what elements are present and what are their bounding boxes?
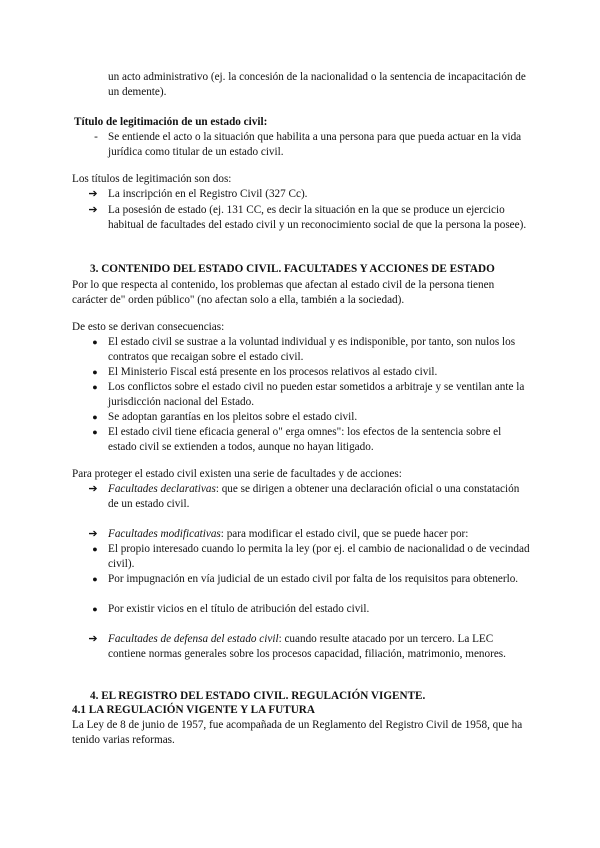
list-item-text: La inscripción en el Registro Civil (327 Cc). <box>108 188 308 200</box>
titulos-item <box>72 203 532 233</box>
consecuencias-intro: De esto se derivan consecuencias: <box>72 321 225 333</box>
arrow-icon: ➔ <box>88 188 98 200</box>
section-4-1-subheading: 4.1 LA REGULACIÓN VIGENTE Y LA FUTURA <box>72 704 315 716</box>
term-defensa: Facultades de defensa del estado civil <box>108 633 279 645</box>
modificativa-item <box>72 542 532 572</box>
defensa-text: : cuando resulte atacado por un tercero. La LEC contiene normas generales sobre los procesos capacidad, filiación, matrimonio, menores. <box>108 633 506 661</box>
facultades-modificativas-item <box>72 527 532 542</box>
intro-continuation: un acto administrativo (ej. la concesión de la nacionalidad o la sentencia de incapacitación de un demente). <box>108 71 526 99</box>
bullet-icon: ● <box>92 604 98 614</box>
facultades-declarativas-item <box>72 482 532 512</box>
bullet-icon: ● <box>92 574 98 584</box>
list-item-text <box>108 632 532 662</box>
consecuencia-item <box>72 380 532 410</box>
arrow-icon: ➔ <box>88 633 98 645</box>
arrow-icon: ➔ <box>88 483 98 495</box>
list-item-text: El propio interesado cuando lo permita la ley (por ej. el cambio de nacionalidad o de vecindad civil). <box>108 543 530 571</box>
list-item-text: El Ministerio Fiscal está presente en los procesos relativos al estado civil. <box>108 366 438 378</box>
term-declarativas: Facultades declarativas <box>108 483 216 495</box>
dash-marker: - <box>94 131 98 143</box>
bullet-icon: ● <box>92 382 98 392</box>
titulos-item <box>72 187 532 202</box>
list-item-text: El estado civil se sustrae a la voluntad individual y es indisponible, por tanto, son nulos los contratos que recaigan sobre el estado civil. <box>108 336 516 364</box>
section-3-paragraph: Por lo que respecta al contenido, los problemas que afectan al estado civil de la persona tienen carácter de" orden público" (no afectan solo a ella, también a la sociedad). <box>72 279 495 307</box>
term-modificativas: Facultades modificativas <box>108 528 221 540</box>
titulos-intro: Los títulos de legitimación son dos: <box>72 173 232 185</box>
list-item-text: La posesión de estado (ej. 131 CC, es decir la situación en la que se produce un ejercicio habitual de facultades del estado civil y un reconocimiento social de que la persona la posee). <box>108 204 527 232</box>
section-4-heading: 4. EL REGISTRO DEL ESTADO CIVIL. REGULACIÓN VIGENTE. <box>90 690 426 702</box>
modificativa-item <box>72 602 532 617</box>
modificativa-item <box>72 572 532 587</box>
consecuencia-item <box>72 410 532 425</box>
titulo-legitimacion-heading: Título de legitimación de un estado civil: <box>74 116 268 128</box>
list-item-text <box>108 527 532 542</box>
arrow-icon: ➔ <box>88 528 98 540</box>
list-item-text: El estado civil tiene eficacia general o" erga omnes": los efectos de la sentencia sobre el estado civil se extienden a todos, aunque no hayan litigado. <box>108 426 502 454</box>
section-3-heading: 3. CONTENIDO DEL ESTADO CIVIL. FACULTADES Y ACCIONES DE ESTADO <box>90 263 495 275</box>
bullet-icon: ● <box>92 427 98 437</box>
consecuencia-item <box>72 335 532 365</box>
bullet-icon: ● <box>92 412 98 422</box>
list-item-text: Por impugnación en vía judicial de un estado civil por falta de los requisitos para obtenerlo. <box>108 573 519 585</box>
list-item-text <box>108 482 532 512</box>
facultades-defensa-item <box>72 632 532 662</box>
bullet-icon: ● <box>92 367 98 377</box>
arrow-icon: ➔ <box>88 204 98 216</box>
titulo-legitimacion-item <box>72 130 532 160</box>
proteger-intro: Para proteger el estado civil existen una serie de facultades y de acciones: <box>72 468 402 480</box>
list-item-text: Los conflictos sobre el estado civil no pueden estar sometidos a arbitraje y se ventilan ante la jurisdicción nacional del Estado. <box>108 381 525 409</box>
consecuencia-item <box>72 365 532 380</box>
declarativas-text: : que se dirigen a obtener una declaración oficial o una constatación de un estado civil. <box>108 483 520 511</box>
bullet-icon: ● <box>92 337 98 347</box>
list-item-text: Se entiende el acto o la situación que habilita a una persona para que pueda actuar en la vida jurídica como titular de un estado civil. <box>108 131 522 159</box>
list-item-text: Por existir vicios en el título de atribución del estado civil. <box>108 603 370 615</box>
modificativas-text: : para modificar el estado civil, que se puede hacer por: <box>220 528 469 540</box>
consecuencia-item <box>72 425 532 455</box>
list-item-text: Se adoptan garantías en los pleitos sobre el estado civil. <box>108 411 358 423</box>
bullet-icon: ● <box>92 544 98 554</box>
section-4-paragraph: La Ley de 8 de junio de 1957, fue acompañada de un Reglamento del Registro Civil de 1958, que ha tenido varias reformas. <box>72 719 523 747</box>
